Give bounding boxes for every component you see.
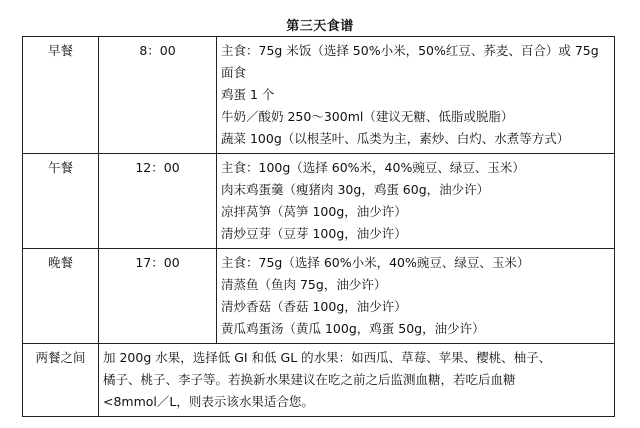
- meal-time: 12：00: [99, 154, 217, 249]
- meal-item: 主食：100g（选择 60%米，40%豌豆、绿豆、玉米）: [221, 160, 525, 175]
- meal-name: 午餐: [23, 154, 99, 249]
- note-line: <8mmol／L，则表示该水果适合您。: [103, 394, 314, 409]
- table-row-lunch: [23, 154, 615, 249]
- page-title: 第三天食谱: [286, 19, 354, 34]
- note-line: 加 200g 水果，选择低 GI 和低 GL 的水果：如西瓜、草莓、苹果、樱桃、柚子、: [103, 350, 552, 365]
- between-meals-note: [99, 344, 615, 417]
- meal-items: [217, 154, 615, 249]
- meal-plan-table: [22, 36, 615, 417]
- meal-item: 清蒸鱼（鱼肉 75g，油少许）: [221, 277, 387, 292]
- meal-name: 晚餐: [23, 249, 99, 344]
- meal-item: 主食：75g 米饭（选择 50%小米，50%红豆、荞麦、百合）或 75g: [221, 43, 599, 58]
- meal-item: 牛奶／酸奶 250～300ml（建议无糖、低脂或脱脂）: [221, 109, 514, 124]
- note-line: 橘子、桃子、李子等。若换新水果建议在吃之前之后监测血糖，若吃后血糖: [103, 372, 516, 387]
- meal-item: 面食: [221, 65, 247, 80]
- table-row-between-meals: [23, 344, 615, 417]
- meal-time: 17：00: [99, 249, 217, 344]
- between-meals-label: 两餐之间: [23, 344, 99, 417]
- meal-items: [217, 249, 615, 344]
- meal-name: 早餐: [23, 37, 99, 154]
- meal-item: 凉拌莴笋（莴笋 100g，油少许）: [221, 204, 407, 219]
- table-row-breakfast: [23, 37, 615, 154]
- meal-item: 蔬菜 100g（以根茎叶、瓜类为主，素炒、白灼、水煮等方式）: [221, 131, 570, 146]
- table-row-dinner: [23, 249, 615, 344]
- meal-time: 8：00: [99, 37, 217, 154]
- meal-item: 清炒豆芽（豆芽 100g，油少许）: [221, 226, 407, 241]
- meal-item: 清炒香菇（香菇 100g，油少许）: [221, 299, 407, 314]
- meal-item: 主食：75g（选择 60%小米，40%豌豆、绿豆、玉米）: [221, 255, 530, 270]
- meal-item: 肉末鸡蛋羹（瘦猪肉 30g，鸡蛋 60g，油少许）: [221, 182, 490, 197]
- meal-items: [217, 37, 615, 154]
- meal-item: 鸡蛋 1 个: [221, 87, 275, 102]
- meal-item: 黄瓜鸡蛋汤（黄瓜 100g，鸡蛋 50g，油少许）: [221, 321, 485, 336]
